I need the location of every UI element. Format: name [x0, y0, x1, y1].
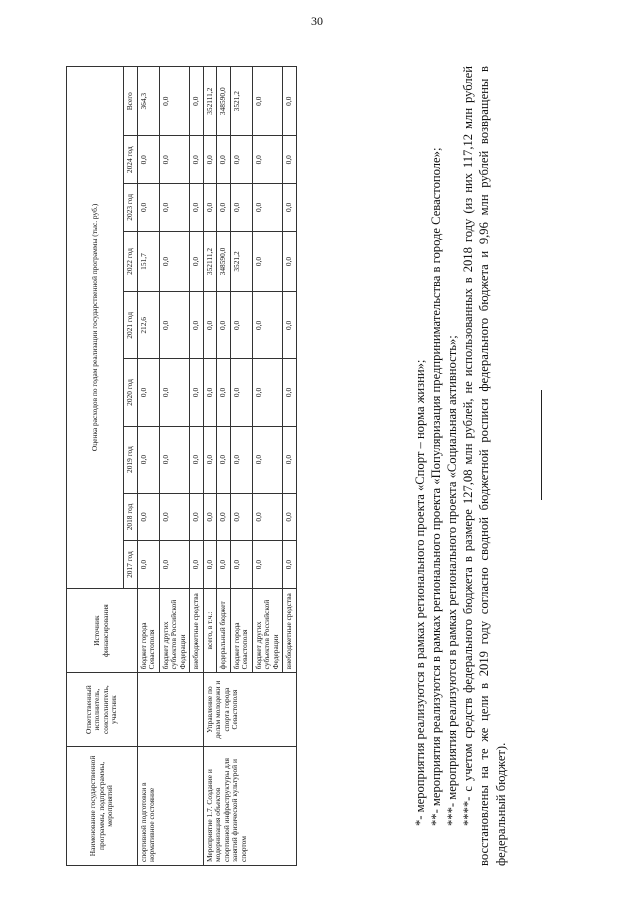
value-cell: 0,0	[159, 184, 190, 232]
value-cell: 0,0	[137, 184, 159, 232]
value-cell: 0,0	[159, 292, 190, 359]
value-cell: 0,0	[230, 493, 252, 541]
header-year: 2017 год	[124, 541, 138, 589]
value-cell: 0,0	[137, 493, 159, 541]
footnote-3: ***- мероприятия реализуются в рамках регионального проекта «Социальная активность»;	[445, 335, 460, 826]
value-cell: 0,0	[190, 292, 204, 359]
value-cell: 0,0	[252, 541, 283, 589]
header-year: 2023 год	[124, 184, 138, 232]
value-cell: 0,0	[190, 493, 204, 541]
funding-source: внебюджетные средства	[283, 588, 297, 672]
value-cell: 0,0	[283, 231, 297, 292]
value-cell: 0,0	[137, 426, 159, 493]
total-cell: 0,0	[159, 67, 190, 136]
total-cell: 352111,2	[203, 67, 217, 136]
program-name: спортивной подготовки в нормативное состояние	[137, 746, 203, 865]
financing-table	[66, 66, 297, 866]
total-cell: 364,3	[137, 67, 159, 136]
value-cell: 0,0	[203, 493, 217, 541]
value-cell: 0,0	[203, 541, 217, 589]
value-cell: 0,0	[190, 359, 204, 426]
header-name: Наименование государственной программы, подпрограммы, мероприятий	[67, 746, 138, 865]
header-year: 2024 год	[124, 136, 138, 184]
funding-source: бюджет других субъектов Российской Федерации	[252, 588, 283, 672]
value-cell: 0,0	[252, 426, 283, 493]
value-cell: 0,0	[283, 541, 297, 589]
value-cell: 0,0	[252, 231, 283, 292]
value-cell: 0,0	[159, 541, 190, 589]
funding-source: бюджет города Севастополя	[137, 588, 159, 672]
funding-source: внебюджетные средства	[190, 588, 204, 672]
value-cell: 0,0	[252, 292, 283, 359]
executor-cell	[137, 673, 203, 747]
header-year: 2019 год	[124, 426, 138, 493]
value-cell: 0,0	[283, 493, 297, 541]
value-cell: 0,0	[190, 184, 204, 232]
funding-source: бюджет других субъектов Российской Федерации	[159, 588, 190, 672]
value-cell: 0,0	[217, 359, 231, 426]
value-cell: 0,0	[203, 426, 217, 493]
value-cell: 0,0	[203, 184, 217, 232]
total-cell: 0,0	[283, 67, 297, 136]
footnote-2: **- мероприятия реализуются в рамках регионального проекта «Популяризация предпринимательства в городе Севастополе»;	[429, 147, 444, 826]
table-row	[203, 67, 217, 866]
header-year: 2022 год	[124, 231, 138, 292]
funding-source: бюджет города Севастополя	[230, 588, 252, 672]
total-cell: 3521,2	[230, 67, 252, 136]
value-cell: 0,0	[217, 493, 231, 541]
value-cell: 0,0	[159, 426, 190, 493]
value-cell: 0,0	[217, 184, 231, 232]
header-year: 2021 год	[124, 292, 138, 359]
value-cell: 0,0	[159, 359, 190, 426]
value-cell: 0,0	[137, 359, 159, 426]
header-year: 2018 год	[124, 493, 138, 541]
value-cell: 0,0	[283, 184, 297, 232]
value-cell: 0,0	[230, 292, 252, 359]
footnote-1: *- мероприятия реализуются в рамках регионального проекта «Спорт – норма жизни»;	[413, 359, 427, 826]
value-cell: 0,0	[252, 359, 283, 426]
value-cell: 0,0	[217, 136, 231, 184]
value-cell: 0,0	[230, 541, 252, 589]
total-cell: 0,0	[190, 67, 204, 136]
value-cell: 0,0	[159, 231, 190, 292]
value-cell: 0,0	[203, 136, 217, 184]
value-cell: 0,0	[283, 359, 297, 426]
value-cell: 0,0	[252, 136, 283, 184]
value-cell: 0,0	[217, 292, 231, 359]
header-source: Источник финансирования	[67, 588, 138, 672]
value-cell: 352111,2	[203, 231, 217, 292]
value-cell: 0,0	[203, 359, 217, 426]
header-executor: Ответственный исполнитель, соисполнитель, участник	[67, 673, 138, 747]
value-cell: 0,0	[190, 231, 204, 292]
value-cell: 0,0	[283, 292, 297, 359]
value-cell: 0,0	[159, 136, 190, 184]
value-cell: 0,0	[230, 359, 252, 426]
value-cell: 0,0	[230, 426, 252, 493]
total-cell: 0,0	[252, 67, 283, 136]
value-cell: 0,0	[230, 136, 252, 184]
value-cell: 0,0	[252, 184, 283, 232]
total-cell: 348590,0	[217, 67, 231, 136]
value-cell: 3521,2	[230, 231, 252, 292]
value-cell: 0,0	[190, 136, 204, 184]
value-cell: 0,0	[137, 541, 159, 589]
value-cell: 0,0	[283, 136, 297, 184]
value-cell: 0,0	[217, 541, 231, 589]
rotated-page-content	[66, 26, 566, 866]
value-cell: 0,0	[159, 493, 190, 541]
page-number: 30	[311, 14, 323, 28]
program-name: Мероприятие 1.7. Создание и модернизация объектов спортивной инфраструктуры для занятий физической культурой и спортом	[203, 746, 296, 865]
value-cell: 0,0	[203, 292, 217, 359]
value-cell: 212,6	[137, 292, 159, 359]
header-year: 2020 год	[124, 359, 138, 426]
value-cell: 151,7	[137, 231, 159, 292]
value-cell: 0,0	[190, 426, 204, 493]
funding-source: федеральный бюджет	[217, 588, 231, 672]
value-cell: 0,0	[217, 426, 231, 493]
separator-line	[541, 390, 542, 500]
value-cell: 0,0	[252, 493, 283, 541]
header-total: Всего	[124, 67, 138, 136]
footnotes	[412, 66, 509, 866]
value-cell: 0,0	[190, 541, 204, 589]
footnote-4: ****- с учетом средств федерального бюджета в размере 127,08 млн рублей, не использованных в 2018 году (из них 117,12 млн рублей восстановлены на те же цели в 2019 году согласно сводной бюджетной росписи федерального бюджета и 9,96 млн рублей возвращены в федеральный бюджет).	[461, 66, 508, 866]
funding-source: всего, в т.ч.:	[203, 588, 217, 672]
table-row	[137, 67, 159, 866]
value-cell: 0,0	[230, 184, 252, 232]
value-cell: 0,0	[283, 426, 297, 493]
value-cell: 0,0	[137, 136, 159, 184]
header-estimate: Оценка расходов по годам реализации государственной программы (тыс. руб.)	[67, 67, 124, 589]
value-cell: 348590,0	[217, 231, 231, 292]
executor-cell: Управление по делам молодежи и спорта города Севастополя	[203, 673, 296, 747]
